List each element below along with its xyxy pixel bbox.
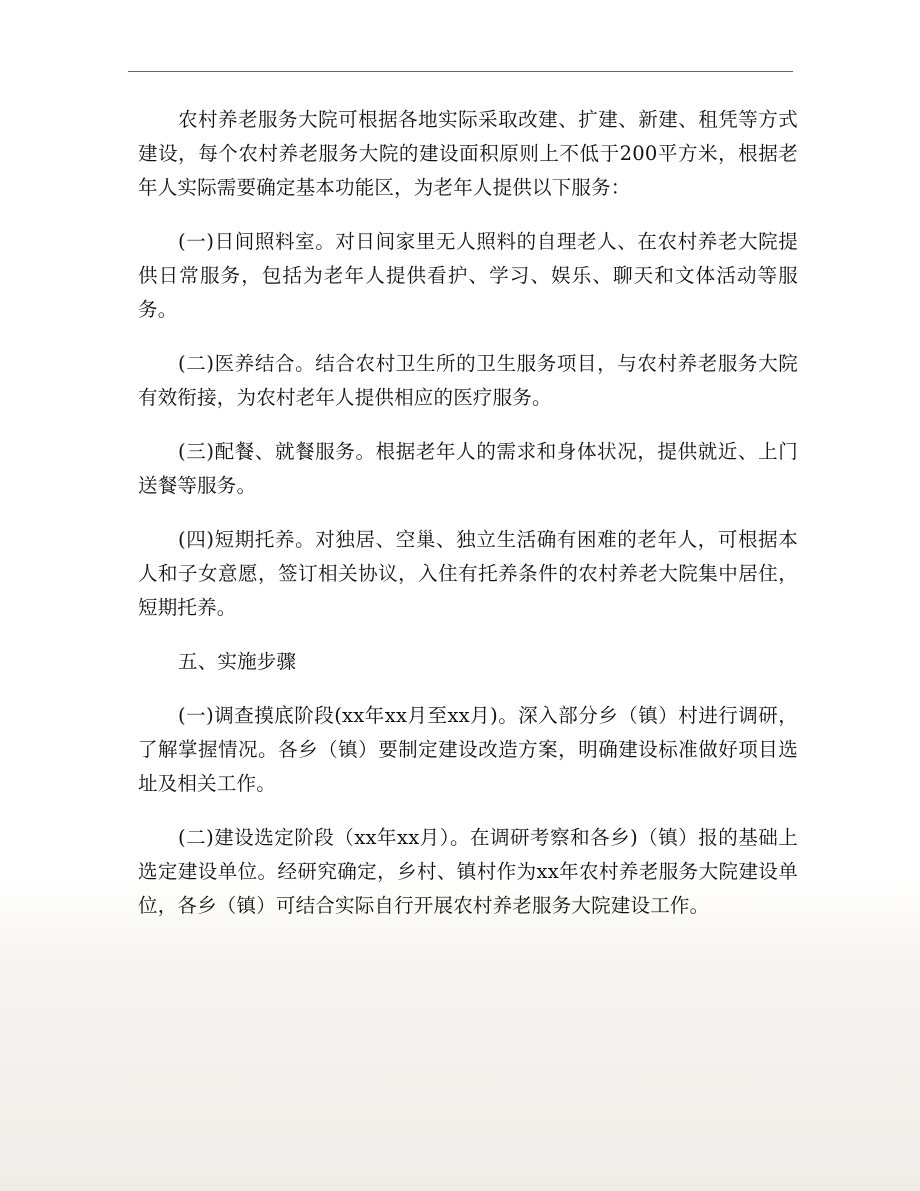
document-body (138, 103, 798, 943)
paragraph-short-term-care: (四)短期托养。对独居、空巢、独立生活确有困难的老年人，可根据本人和子女意愿，签订相关协议，入住有托养条件的农村养老大院集中居住，短期托养。 (138, 528, 798, 619)
paragraph-medical-care: (二)医养结合。结合农村卫生所的卫生服务项目，与农村养老服务大院有效衔接，为农村老年人提供相应的医疗服务。 (138, 352, 798, 409)
paragraph-selection-stage: (二)建设选定阶段（xx年xx月）。在调研考察和各乡)（镇）报的基础上选定建设单位。经研究确定，乡村、镇村作为xx年农村养老服务大院建设单位，各乡（镇）可结合实际自行开展农村养老服务大院建设工作。 (138, 826, 798, 917)
header-rule (128, 71, 793, 72)
paragraph-day-care: (一)日间照料室。对日间家里无人照料的自理老人、在农村养老大院提供日常服务，包括为老年人提供看护、学习、娱乐、聊天和文体活动等服务。 (138, 230, 798, 321)
paragraph-survey-stage: (一)调查摸底阶段(xx年xx月至xx月)。深入部分乡（镇）村进行调研，了解掌握情况。各乡（镇）要制定建设改造方案，明确建设标准做好项目选址及相关工作。 (138, 704, 798, 795)
section-heading-implementation: 五、实施步骤 (178, 650, 297, 673)
paragraph-intro: 农村养老服务大院可根据各地实际采取改建、扩建、新建、租凭等方式建设，每个农村养老服务大院的建设面积原则上不低于200平方米，根据老年人实际需要确定基本功能区，为老年人提供以下服务： (138, 108, 798, 199)
paragraph-meal-service: (三)配餐、就餐服务。根据老年人的需求和身体状况，提供就近、上门送餐等服务。 (138, 440, 798, 497)
